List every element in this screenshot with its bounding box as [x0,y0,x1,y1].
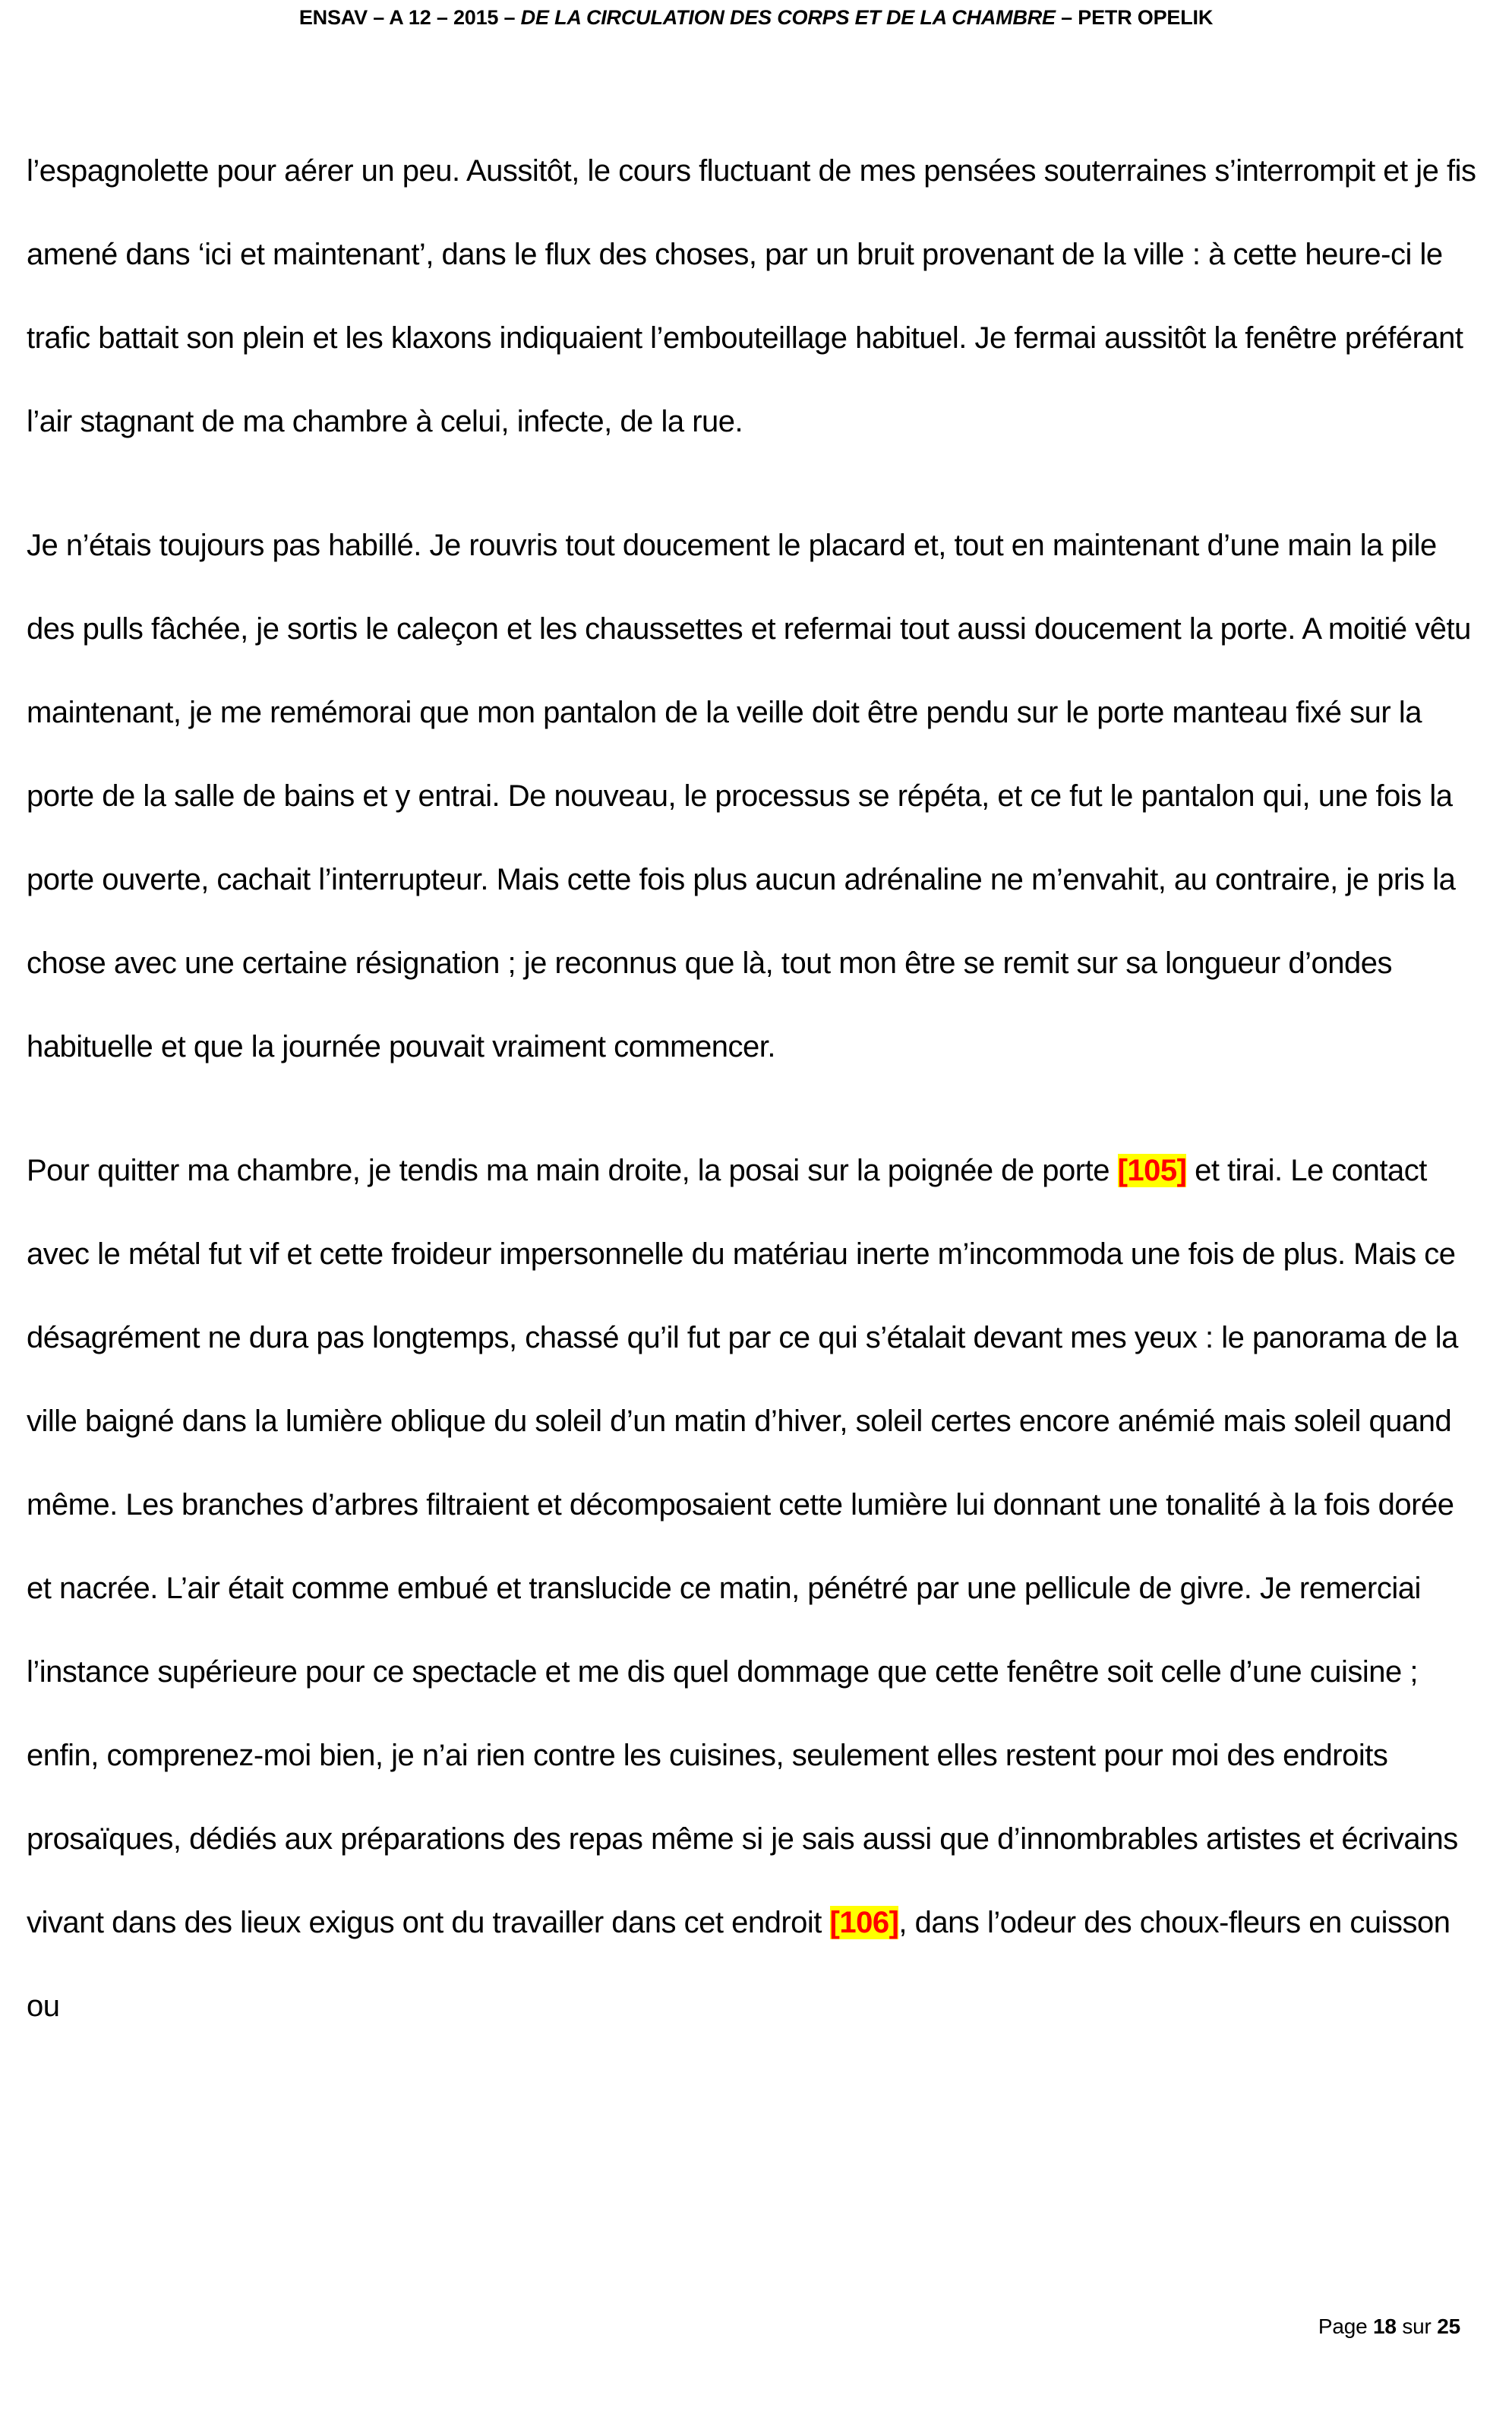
paragraph-3-text-between-refs: et tirai. Le contact avec le métal fut vif et cette froideur impersonnelle du matériau inerte m’incommoda une fois de plus. Mais ce désagrément ne dura pas longtemps, chassé qu’il fut par ce qui s’étalait devant mes yeux : le panorama de la ville baigné dans la lumière oblique du soleil d’un matin d’hiver, soleil certes encore anémié mais soleil quand même. Les branches d’arbres filtraient et décomposaient cette lumière lui donnant une tonalité à la fois dorée et nacrée. L’air était comme embué et translucide ce matin, pénétré par une pellicule de givre. Je remerciai l’instance supérieure pour ce spectacle et me dis quel dommage que cette fenêtre soit celle d’une cuisine ; enfin, comprenez-moi bien, je n’ai rien contre les cuisines, seulement elles restent pour moi des endroits prosaïques, dédiés aux préparations des repas même si je sais aussi que d’innombrables artistes et écrivains vivant dans des lieux exigus ont du travailler dans cet endroit [27,1154,1458,1939]
header-author-segment: – PETR OPELIK [1055,6,1214,29]
citation-ref-106: [106] [829,1906,899,1939]
footer-label-sur: sur [1396,2315,1438,2338]
page-header [0,6,1512,30]
header-course-segment: ENSAV – A 12 – 2015 – [298,6,521,29]
paragraph-1-text: l’espagnolette pour aérer un peu. Aussitôt, le cours fluctuant de mes pensées souterraines s’interrompit et je fis amené dans ‘ici et maintenant’, dans le flux des choses, par un bruit provenant de la ville : à cette heure-ci le trafic battait son plein et les klaxons indiquaient l’embouteillage habituel. Je fermai aussitôt la fenêtre préférant l’air stagnant de ma chambre à celui, infecte, de la rue. [27,154,1476,438]
document-body [27,129,1483,2088]
paragraph-2-text: Je n’étais toujours pas habillé. Je rouvris tout doucement le placard et, tout en maintenant d’une main la pile des pulls fâchée, je sortis le caleçon et les chaussettes et refermai tout aussi doucement la porte. A moitié vêtu maintenant, je me remémorai que mon pantalon de la veille doit être pendu sur le porte manteau fixé sur la porte de la salle de bains et y entrai. De nouveau, le processus se répéta, et ce fut le pantalon qui, une fois la porte ouverte, cachait l’interrupteur. Mais cette fois plus aucun adrénaline ne m’envahit, au contraire, je pris la chose avec une certaine résignation ; je reconnus que là, tout mon être se remit sur sa longueur d’ondes habituelle et que la journée pouvait vraiment commencer. [27,529,1471,1063]
paragraph-3 [27,1129,1483,2048]
footer-page-total: 25 [1437,2315,1460,2338]
paragraph-2 [27,504,1483,1089]
header-title-segment: DE LA CIRCULATION DES CORPS ET DE LA CHAMBRE [520,6,1056,29]
citation-ref-105: [105] [1117,1154,1187,1187]
paragraph-3-text-before-ref-105: Pour quitter ma chambre, je tendis ma main droite, la posai sur la poignée de porte [27,1154,1118,1187]
page-footer [1318,2315,1460,2339]
footer-page-number: 18 [1373,2315,1397,2338]
paragraph-1 [27,129,1483,463]
paragraph-3-text-after-ref-106: , dans l’odeur des choux-fleurs en cuisson ou [27,1906,1450,2023]
footer-label-page: Page [1318,2315,1374,2338]
